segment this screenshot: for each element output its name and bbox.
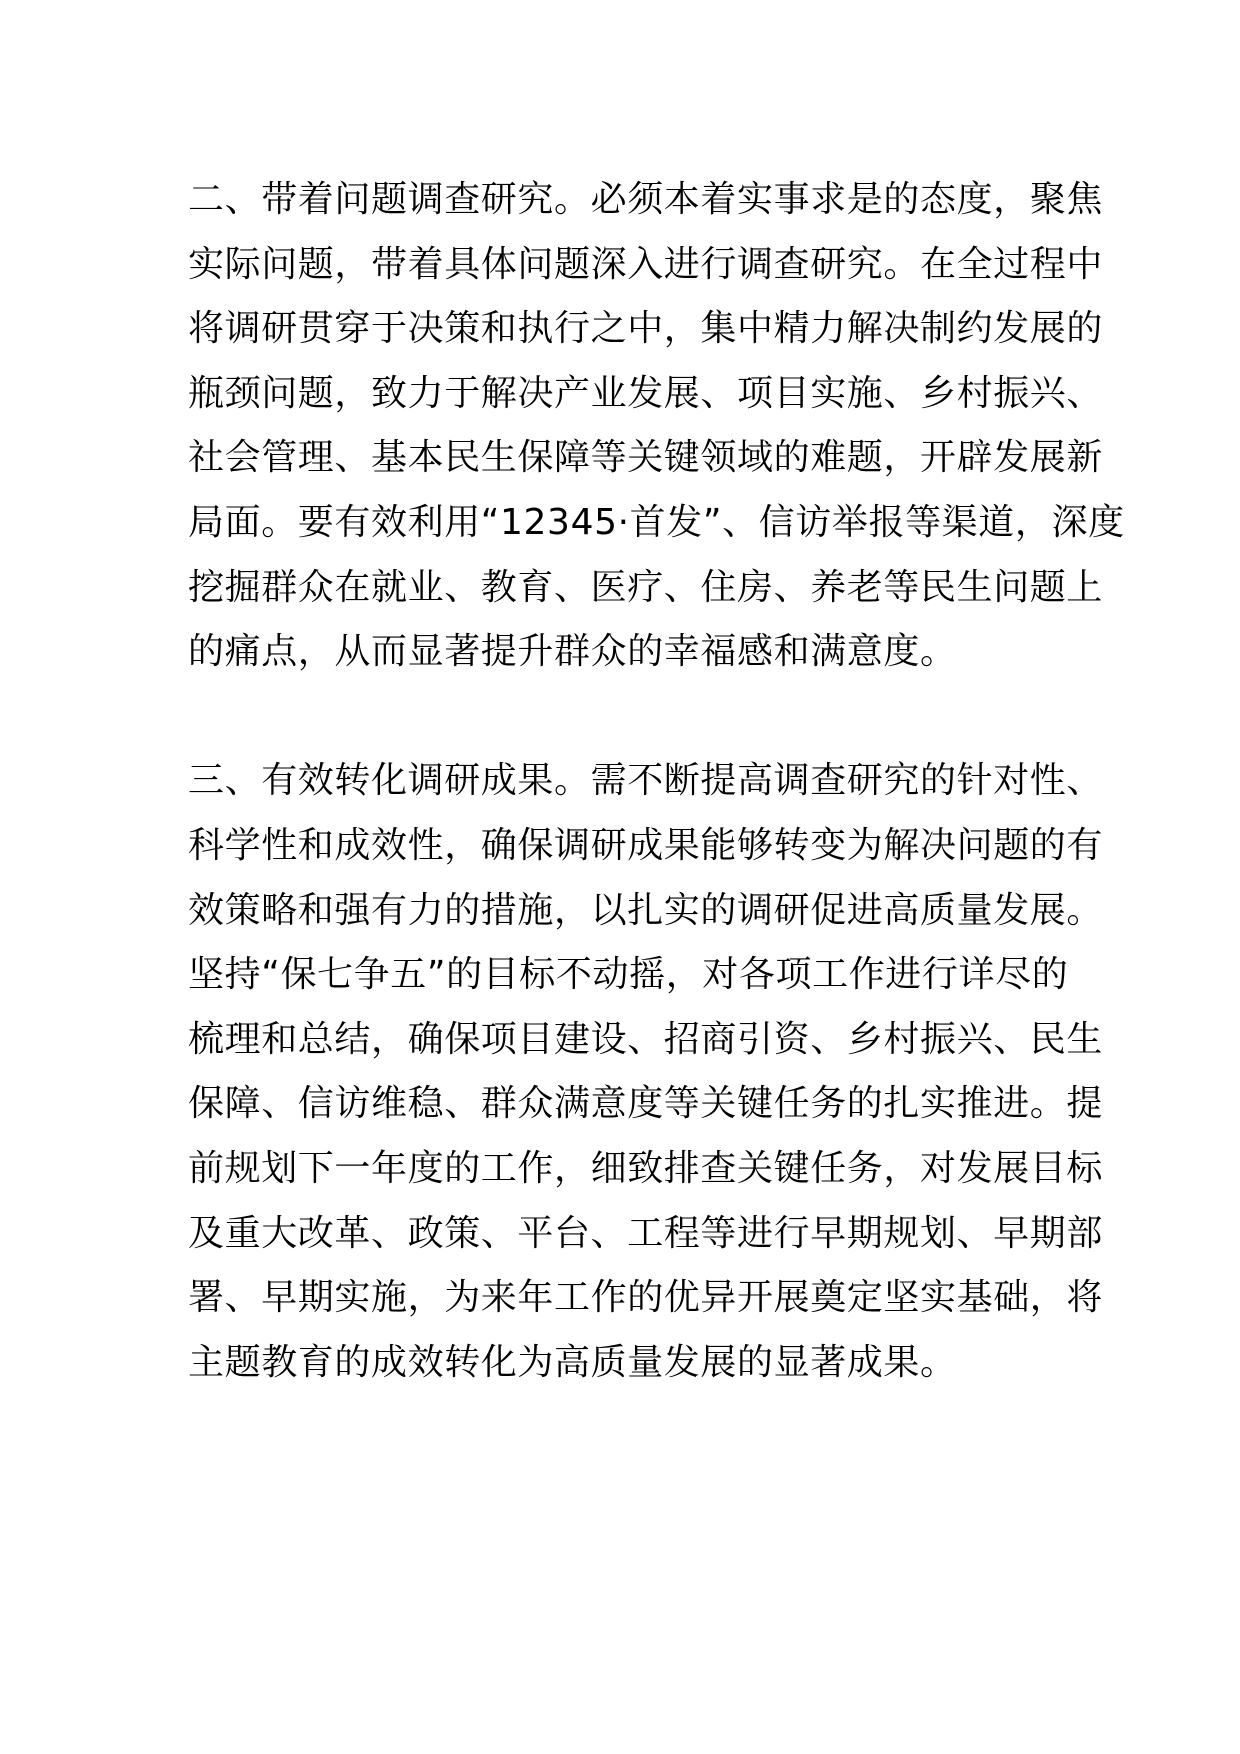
text-line: 实际问题，带着具体问题深入进行调查研究。在全过程中 <box>188 243 1104 285</box>
paragraph-3 <box>188 749 1104 1395</box>
text-line: 挖掘群众在就业、教育、医疗、住房、养老等民生问题上 <box>188 566 1104 608</box>
text-line: 保障、信访维稳、群众满意度等关键任务的扎实推进。提 <box>188 1083 1104 1125</box>
text-line: 主题教育的成效转化为高质量发展的显著成果。 <box>188 1341 957 1383</box>
paragraph-2 <box>188 168 1125 685</box>
text-line: 及重大改革、政策、平台、工程等进行早期规划、早期部 <box>188 1212 1104 1254</box>
document-body <box>188 168 1125 1395</box>
text-line: 局面。要有效利用“12345·首发”、信访举报等渠道，深度 <box>188 501 1125 543</box>
text-line: 瓶颈问题，致力于解决产业发展、项目实施、乡村振兴、 <box>188 372 1104 414</box>
text-line: 三、有效转化调研成果。需不断提高调查研究的针对性、 <box>188 760 1104 802</box>
text-line: 梳理和总结，确保项目建设、招商引资、乡村振兴、民生 <box>188 1018 1104 1060</box>
text-line: 社会管理、基本民生保障等关键领域的难题，开辟发展新 <box>188 437 1104 479</box>
text-line: 二、带着问题调查研究。必须本着实事求是的态度，聚焦 <box>188 179 1104 220</box>
text-line: 将调研贯穿于决策和执行之中，集中精力解决制约发展的 <box>188 308 1104 350</box>
text-line: 前规划下一年度的工作，细致排查关键任务，对发展目标 <box>188 1147 1104 1189</box>
paragraph-spacer <box>188 685 1058 750</box>
text-line: 署、早期实施，为来年工作的优异开展奠定坚实基础，将 <box>188 1277 1104 1319</box>
text-line: 的痛点，从而显著提升群众的幸福感和满意度。 <box>188 631 957 673</box>
text-line: 坚持“保七争五”的目标不动摇，对各项工作进行详尽的 <box>188 954 1069 996</box>
text-line: 效策略和强有力的措施，以扎实的调研促进高质量发展。 <box>188 889 1104 931</box>
text-line: 科学性和成效性，确保调研成果能够转变为解决问题的有 <box>188 824 1104 866</box>
